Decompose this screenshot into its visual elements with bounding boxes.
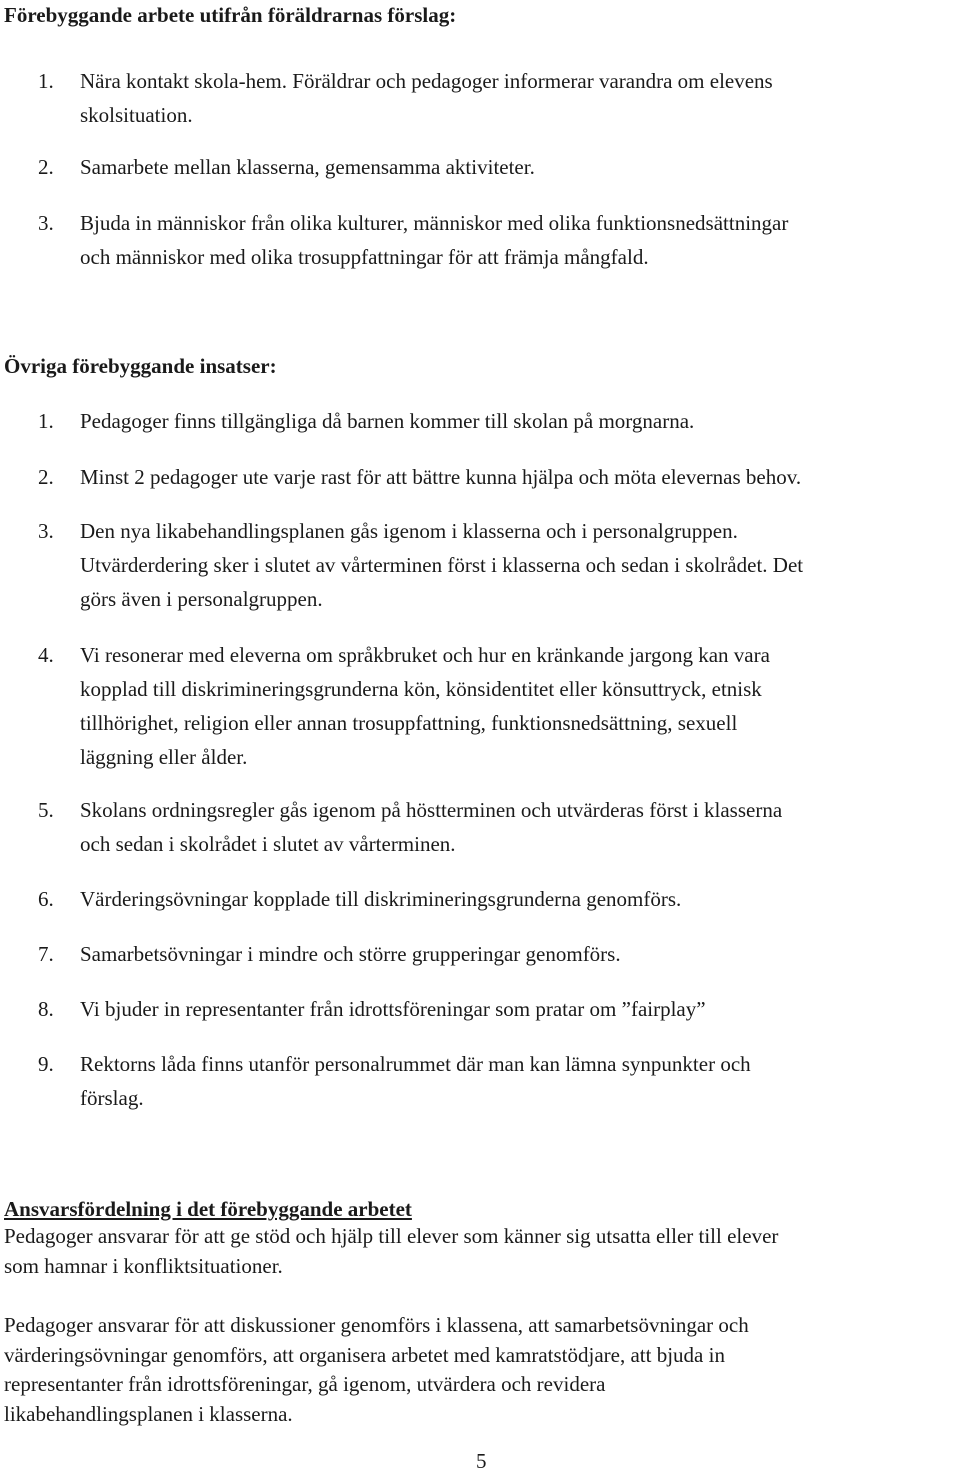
list-text xyxy=(80,793,960,861)
text-line: förslag. xyxy=(80,1086,144,1110)
section-heading-parent-suggestions: Förebyggande arbete utifrån föräldrarnas förslag: xyxy=(4,3,457,27)
list-text xyxy=(80,1047,960,1115)
list-text xyxy=(80,150,960,184)
text-line: Rektorns låda finns utanför personalrummet där man kan lämna synpunkter och xyxy=(80,1052,751,1076)
text-line: och människor med olika trosuppfattningar för att främja mångfald. xyxy=(80,245,649,269)
list-number: 9. xyxy=(38,1052,54,1076)
text-line: Samarbete mellan klasserna, gemensamma aktiviteter. xyxy=(80,155,535,179)
text-line: Pedagoger ansvarar för att ge stöd och hjälp till elever som känner sig utsatta eller till elever xyxy=(4,1224,779,1248)
text-line: Samarbetsövningar i mindre och större grupperingar genomförs. xyxy=(80,942,621,966)
page-number: 5 xyxy=(476,1449,487,1473)
text-line: görs även i personalgruppen. xyxy=(80,587,323,611)
paragraph xyxy=(4,1222,960,1281)
text-line: representanter från idrottsföreningar, gå igenom, utvärdera och revidera xyxy=(4,1372,606,1396)
list-text xyxy=(80,992,960,1026)
text-line: Utvärderdering sker i slutet av vårterminen först i klasserna och sedan i skolrådet. Det xyxy=(80,553,804,577)
text-line: skolsituation. xyxy=(80,103,193,127)
text-line: Skolans ordningsregler gås igenom på höstterminen och utvärderas först i klasserna xyxy=(80,798,783,822)
list-number: 8. xyxy=(38,997,54,1021)
text-line: Värderingsövningar kopplade till diskrimineringsgrunderna genomförs. xyxy=(80,887,682,911)
list-number: 2. xyxy=(38,465,54,489)
text-line: Pedagoger ansvarar för att diskussioner genomförs i klassena, att samarbetsövningar och xyxy=(4,1313,749,1337)
list-number: 7. xyxy=(38,942,54,966)
paragraph xyxy=(4,1311,960,1429)
text-line: som hamnar i konfliktsituationer. xyxy=(4,1253,283,1278)
list-number: 3. xyxy=(38,211,54,235)
list-number: 6. xyxy=(38,887,54,911)
text-line: Vi bjuder in representanter från idrottsföreningar som pratar om ”fairplay” xyxy=(80,997,706,1021)
list-text xyxy=(80,638,960,774)
list-number: 5. xyxy=(38,798,54,822)
list-text xyxy=(80,937,960,971)
text-line: Vi resonerar med eleverna om språkbruket och hur en kränkande jargong kan vara xyxy=(80,643,770,667)
text-line: Bjuda in människor från olika kulturer, människor med olika funktionsnedsättningar xyxy=(80,211,789,235)
text-line: Minst 2 pedagoger ute varje rast för att bättre kunna hjälpa och möta elevernas behov. xyxy=(80,465,802,489)
list-number: 1. xyxy=(38,69,54,93)
text-line: kopplad till diskrimineringsgrunderna kön, könsidentitet eller könsuttryck, etnisk xyxy=(80,677,762,701)
list-number: 3. xyxy=(38,519,54,543)
text-line: värderingsövningar genomförs, att organisera arbetet med kamratstödjare, att bjuda in xyxy=(4,1342,725,1367)
section-heading-other-measures: Övriga förebyggande insatser: xyxy=(4,354,277,378)
list-text xyxy=(80,514,960,616)
text-line: tillhörighet, religion eller annan trosuppfattning, funktionsnedsättning, sexuell xyxy=(80,711,738,735)
list-number: 2. xyxy=(38,155,54,179)
list-number: 4. xyxy=(38,643,54,667)
list-text xyxy=(80,206,960,274)
text-line: Den nya likabehandlingsplanen gås igenom i klasserna och i personalgruppen. xyxy=(80,519,738,543)
list-text xyxy=(80,64,960,132)
list-text xyxy=(80,460,960,494)
text-line: Pedagoger finns tillgängliga då barnen kommer till skolan på morgnarna. xyxy=(80,409,695,433)
list-text xyxy=(80,404,960,438)
list-number: 1. xyxy=(38,409,54,433)
text-line: Nära kontakt skola-hem. Föräldrar och pedagoger informerar varandra om elevens xyxy=(80,69,773,93)
text-line: likabehandlingsplanen i klasserna. xyxy=(4,1401,293,1426)
text-line: läggning eller ålder. xyxy=(80,745,248,769)
section-heading-responsibilities: Ansvarsfördelning i det förebyggande arbetet xyxy=(4,1197,412,1221)
list-text xyxy=(80,882,960,916)
text-line: och sedan i skolrådet i slutet av vårterminen. xyxy=(80,832,456,856)
